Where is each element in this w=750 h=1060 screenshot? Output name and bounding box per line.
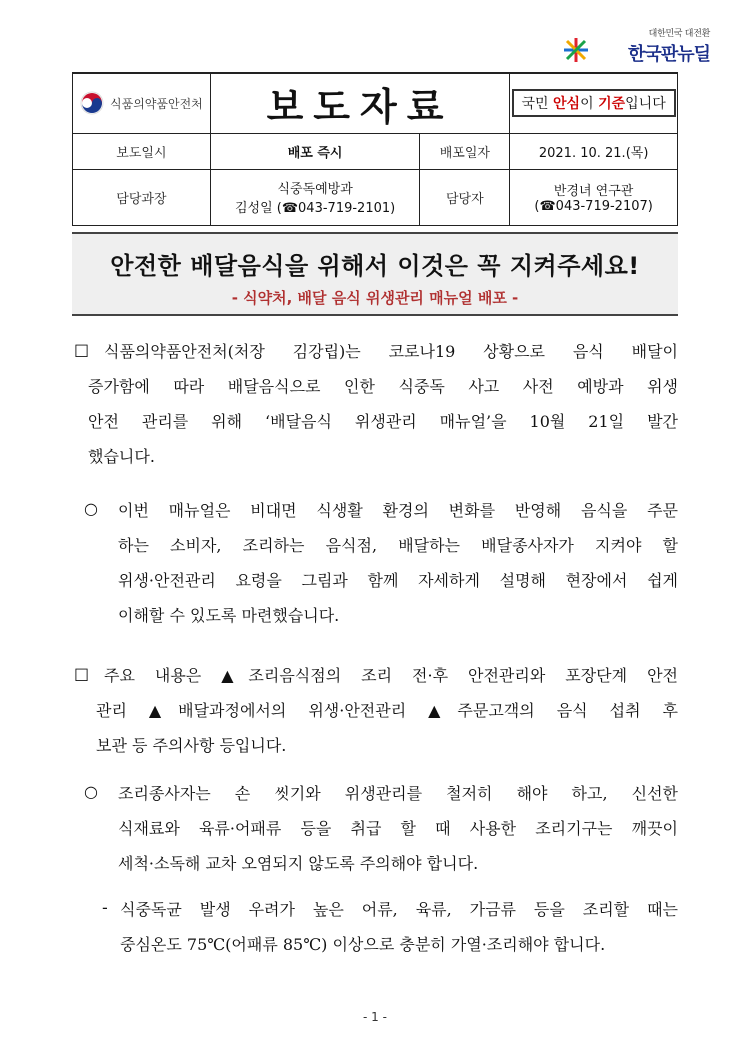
new-deal-star-icon [562,36,590,64]
paragraph-3-line: 보관 등 주의사항 등입니다. [96,736,287,755]
dept-name: 식중독예방과 [277,182,353,197]
paragraph-2-line: 이해할 수 있도록 마련했습니다. [118,606,340,625]
square-bullet: □ [74,340,90,359]
brand-tagline: 대한민국 대전환 [648,29,710,39]
paragraph-4-line: 세척·소독해 교차 오염되지 않도록 주의해야 합니다. [118,854,479,873]
dist-date-value: 2021. 10. 21.(목) [510,133,678,169]
paragraph-1-line: 증가함에 따라 배달음식으로 인한 식중독 사고 사전 예방과 위생 [88,377,678,396]
paragraph-3-line: 관리 ▲배달과정에서의 위생·안전관리 ▲주문고객의 음식 섭취 후 [96,701,678,720]
paragraph-2-line: 위생·안전관리 요령을 그림과 함께 자세하게 설명해 현장에서 쉽게 [118,571,678,590]
page-number: - 1 - [363,1010,387,1024]
paragraph-1 [88,334,678,474]
press-release-header-table [72,72,678,226]
contact-value [510,169,678,225]
headline-box [72,232,678,316]
paragraph-4-line: 조리종사자는 손 씻기와 위생관리를 철저히 해야 하고, 신선한 [118,784,678,803]
paragraph-5-line: 중심온도 75℃(어패류 85℃) 이상으로 충분히 가열·조리해야 합니다. [120,935,606,954]
headline-subtitle: - 식약처, 배달 음식 위생관리 매뉴얼 배포 - [231,289,519,307]
dept-label: 담당과장 [73,169,211,225]
paragraph-1-line: 안전 관리를 위해 ‘배달음식 위생관리 매뉴얼’을 10월 21일 발간 [88,412,678,431]
page-title: 보도자료 [266,84,454,129]
paragraph-1-line: 식품의약품안전처(처장 김강립)는 코로나19 상황으로 음식 배달이 [104,342,678,361]
slogan-suffix: 입니다 [625,96,666,113]
ministry-name: 식품의약품안전처 [110,96,203,111]
square-bullet: □ [74,664,90,683]
ministry-cell [73,73,211,133]
contact-phone: (☎043-719-2107) [534,199,653,214]
report-date-label: 보도일시 [73,133,211,169]
paragraph-3-line: 주요 내용은 ▲조리음식점의 조리 전·후 안전관리와 포장단계 안전 [104,666,678,685]
contact-name: 반경녀 연구관 [553,184,634,199]
report-date-value: 배포 즉시 [210,133,420,169]
paragraph-3 [96,658,678,763]
slogan-box [512,89,676,117]
title-cell [210,73,509,133]
paragraph-5 [120,892,678,962]
korean-new-deal-logo [550,26,710,70]
slogan-highlight: 안심 [553,96,581,113]
paragraph-2 [118,493,678,633]
contact-label: 담당자 [420,169,510,225]
slogan-prefix: 국민 [521,96,554,113]
paragraph-2-line: 이번 매뉴얼은 비대면 식생활 환경의 변화를 반영해 음식을 주문 [118,501,678,520]
paragraph-4-line: 식재료와 육류·어패류 등을 취급 할 때 사용한 조리기구는 깨끗이 [118,819,678,838]
slogan-cell [510,73,678,133]
dist-date-label: 배포일자 [420,133,510,169]
dept-head: 김성일 (☎043-719-2101) [234,201,396,216]
government-emblem-icon [80,91,104,115]
brand-logo-text: 한국판뉴딜 [628,44,710,65]
paragraph-5-line: 식중독균 발생 우려가 높은 어류, 육류, 가금류 등을 조리할 때는 [120,900,678,919]
paragraph-1-line: 했습니다. [88,447,155,466]
paragraph-2-line: 하는 소비자, 조리하는 음식점, 배달하는 배달종사자가 지켜야 할 [118,536,678,555]
dash-bullet: - [102,898,108,917]
slogan-middle: 이 [580,96,599,113]
circle-bullet: ○ [84,499,98,518]
circle-bullet: ○ [84,782,98,801]
paragraph-4 [118,776,678,881]
dept-value [210,169,420,225]
slogan-highlight2: 기준 [598,96,626,113]
headline-title: 안전한 배달음식을 위해서 이것은 꼭 지켜주세요! [110,252,640,280]
